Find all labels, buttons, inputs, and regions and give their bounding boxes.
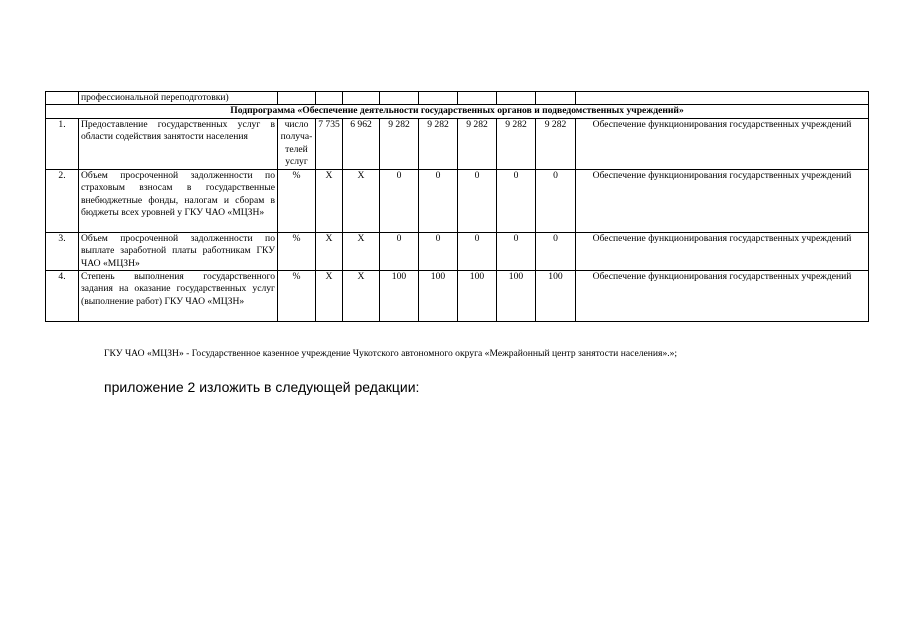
value-cell: 0 (419, 232, 458, 270)
row-number-cell: 3. (46, 232, 79, 270)
value-cell: 9 282 (380, 118, 419, 169)
value-cell: 7 735 (316, 118, 343, 169)
value-cell: 0 (536, 169, 576, 232)
indicator-name-cell: Предоставление государственных услуг в области содействия занятости населения (79, 118, 278, 169)
unit-cell: % (278, 232, 316, 270)
note-cell: Обеспечение функционирования государственных учреждений (576, 271, 869, 322)
value-cell: 100 (536, 271, 576, 322)
value-cell: 100 (380, 271, 419, 322)
value-cell: 100 (497, 271, 536, 322)
value-cell: 0 (497, 232, 536, 270)
unit-cell: число получа-телей услуг (278, 118, 316, 169)
value-cell (419, 92, 458, 105)
value-cell: 0 (419, 169, 458, 232)
row-number-cell: 1. (46, 118, 79, 169)
note-cell: Обеспечение функционирования государственных учреждений (576, 169, 869, 232)
note-cell: Обеспечение функционирования государственных учреждений (576, 232, 869, 270)
value-cell (536, 92, 576, 105)
value-cell: X (316, 169, 343, 232)
value-cell: 0 (536, 232, 576, 270)
unit-cell: % (278, 169, 316, 232)
indicator-name-cell: профессиональной переподготовки) (79, 92, 278, 105)
value-cell (497, 92, 536, 105)
value-cell: 0 (458, 232, 497, 270)
indicator-name-cell: Объем просроченной задолженности по выплате заработной платы работникам ГКУ ЧАО «МЦЗН» (79, 232, 278, 270)
table-row (46, 271, 869, 322)
value-cell: 0 (380, 169, 419, 232)
value-cell: X (343, 271, 380, 322)
value-cell: 0 (497, 169, 536, 232)
table-row (46, 92, 869, 105)
value-cell: 0 (380, 232, 419, 270)
value-cell: 9 282 (458, 118, 497, 169)
row-number-cell: 2. (46, 169, 79, 232)
indicator-name-cell: Объем просроченной задолженности по страховым взносам в государственные внебюджетные фонды, налогам и сборам в бюджеты всех уровней у ГКУ ЧАО «МЦЗН» (79, 169, 278, 232)
value-cell: 9 282 (419, 118, 458, 169)
subprogram-row (46, 105, 869, 118)
value-cell: 100 (458, 271, 497, 322)
value-cell (458, 92, 497, 105)
value-cell: X (343, 232, 380, 270)
table-row (46, 232, 869, 270)
value-cell: X (316, 232, 343, 270)
row-number-cell: 4. (46, 271, 79, 322)
subprogram-title: Подпрограмма «Обеспечение деятельности государственных органов и подведомственных учреждений» (46, 105, 869, 118)
note-cell (576, 92, 869, 105)
value-cell (316, 92, 343, 105)
value-cell: 0 (458, 169, 497, 232)
value-cell (380, 92, 419, 105)
unit-cell (278, 92, 316, 105)
value-cell (343, 92, 380, 105)
value-cell: X (316, 271, 343, 322)
note-cell: Обеспечение функционирования государственных учреждений (576, 118, 869, 169)
indicators-table (45, 91, 869, 322)
value-cell: X (343, 169, 380, 232)
amendment-paragraph: приложение 2 изложить в следующей редакции: (104, 379, 420, 395)
unit-cell: % (278, 271, 316, 322)
table-row (46, 118, 869, 169)
abbreviation-footnote: ГКУ ЧАО «МЦЗН» - Государственное казенное учреждение Чукотского автономного округа «Межрайонный центр занятости населения».»; (104, 348, 678, 359)
table-row (46, 169, 869, 232)
value-cell: 6 962 (343, 118, 380, 169)
indicator-name-cell: Степень выполнения государственного задания на оказание государственных услуг (выполнение работ) ГКУ ЧАО «МЦЗН» (79, 271, 278, 322)
row-number-cell (46, 92, 79, 105)
value-cell: 9 282 (497, 118, 536, 169)
value-cell: 9 282 (536, 118, 576, 169)
value-cell: 100 (419, 271, 458, 322)
